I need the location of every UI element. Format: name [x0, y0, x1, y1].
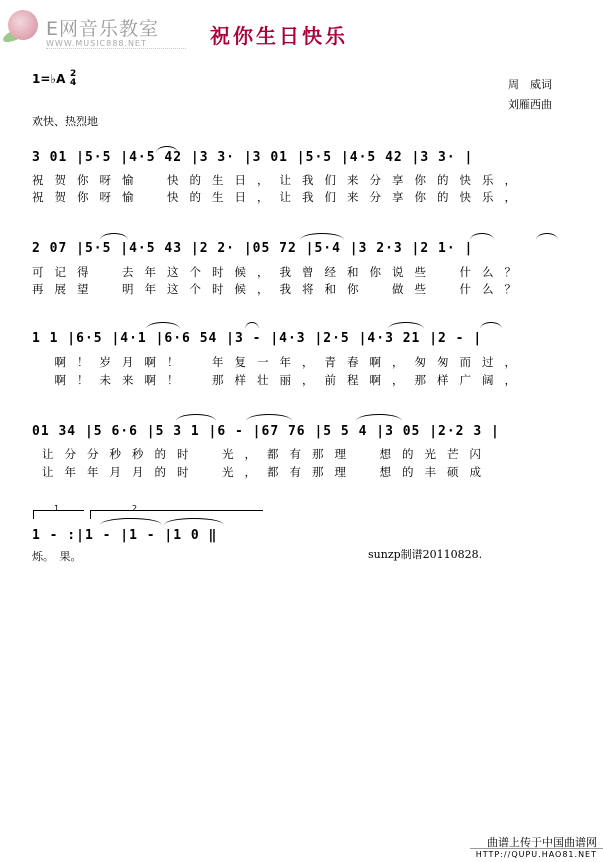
time-numerator: 2 [70, 69, 77, 79]
slur-mark [245, 322, 259, 329]
slur-mark [164, 518, 224, 525]
second-ending-bracket [90, 510, 263, 519]
logo-url: WWW.MUSIC888.NET [46, 39, 147, 48]
slur-mark [480, 322, 502, 329]
lyric-line-2a: 可记得 去年这个时候，我曾经和你说些 什么？ [32, 265, 527, 279]
notation-line-1: 3 01 |5·5 |4·5 42 |3 3· |3 01 |5·5 |4·5 42 |3 3· | [32, 150, 474, 165]
lyric-line-3a: 啊！岁月啊！ 年复一年，青春啊，匆匆而过， [32, 355, 527, 369]
slur-mark [470, 233, 494, 240]
notation-line-5: 1 - :|1 - |1 - |1 0 ‖ [32, 528, 218, 543]
composer-credit: 刘雁西曲 [508, 98, 552, 111]
lyric-line-5: 烁。 果。 [32, 550, 82, 563]
logo-name: E网音乐教室 [46, 18, 160, 40]
logo-flower-icon [8, 10, 38, 40]
slur-mark [176, 414, 216, 421]
notation-line-3: 1 1 |6·5 |4·1 |6·6 54 |3 - |4·3 |2·5 |4·3 21 |2 - | [32, 331, 483, 346]
lyric-line-4a: 让分分秒秒的时 光，都有那理 想的光芒闪 [42, 447, 492, 461]
slur-mark [100, 518, 162, 525]
slur-mark [300, 233, 344, 240]
lyric-line-1b: 祝贺你呀愉 快的生日，让我们来分享你的快乐， [32, 190, 527, 204]
slur-mark [100, 233, 128, 240]
logo-divider [46, 48, 186, 49]
footer-source: 曲谱上传于中国曲谱网 [487, 836, 597, 849]
lyric-line-4b: 让年年月月的时 光，都有那理 想的丰硕成 [42, 465, 492, 479]
notation-line-2: 2 07 |5·5 |4·5 43 |2 2· |05 72 |5·4 |3 2·3 |2 1· | [32, 241, 474, 256]
maker-note: sunzp制谱20110828. [368, 548, 483, 561]
time-signature [70, 70, 76, 88]
slur-mark [536, 233, 558, 240]
second-ending-label: 2 [132, 504, 138, 513]
song-title: 祝你生日快乐 [210, 24, 348, 48]
footer-url: HTTP://QUPU.HAO81.NET [475, 850, 597, 859]
lyricist-credit: 周 威词 [508, 78, 552, 91]
notation-line-4: 01 34 |5 6·6 |5 3 1 |6 - |67 76 |5 5 4 |3 05 |2·2 3 | [32, 424, 500, 439]
slur-mark [246, 414, 292, 421]
slur-mark [388, 322, 424, 329]
lyric-line-2b: 再展望 明年这个时候，我将和你 做些 什么？ [32, 282, 527, 296]
key-signature: 1=♭A [32, 72, 66, 86]
slur-mark [356, 414, 402, 421]
time-denominator: 4 [70, 78, 77, 88]
lyric-line-1a: 祝贺你呀愉 快的生日，让我们来分享你的快乐， [32, 173, 527, 187]
tempo-marking: 欢快、热烈地 [32, 115, 98, 128]
lyric-line-3b: 啊！未来啊！ 那样壮丽，前程啊，那样广阔， [32, 373, 527, 387]
slur-mark [146, 322, 180, 329]
first-ending-label: 1 [54, 504, 60, 513]
footer-divider [470, 848, 603, 849]
